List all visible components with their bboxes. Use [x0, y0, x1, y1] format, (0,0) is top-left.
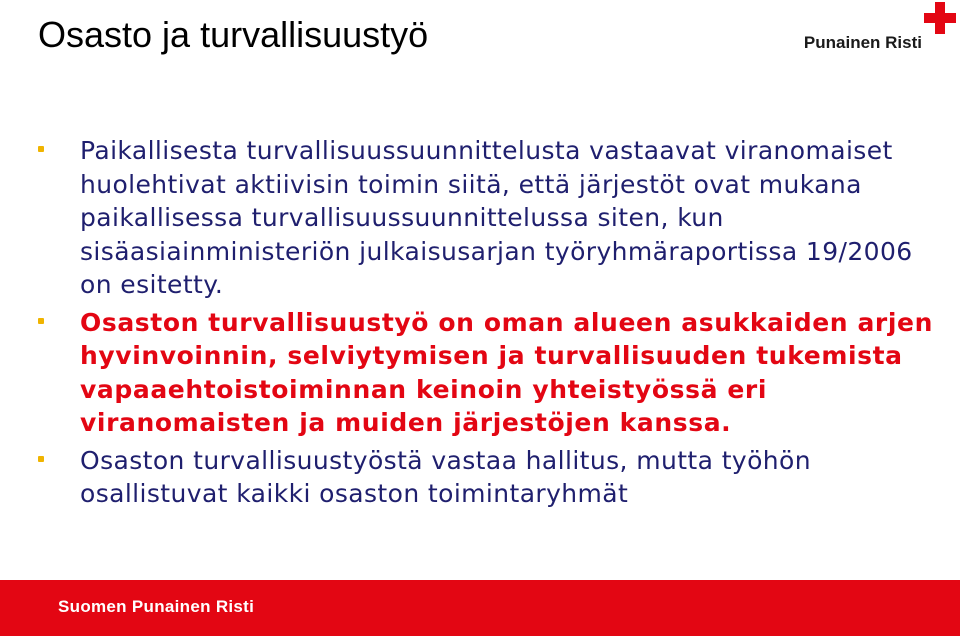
bullet-list	[38, 134, 938, 515]
bullet-marker-icon	[38, 318, 44, 324]
bullet-item	[38, 306, 938, 440]
footer-bar	[0, 580, 960, 636]
red-cross-icon	[924, 2, 956, 34]
bullet-text: Paikallisesta turvallisuussuunnittelusta vastaavat viranomaiset huolehtivat aktiivisin toimin siitä, että järjestöt ovat mukana paikallisessa turvallisuussuunnittelussa siten, kun sisäasiainministeriön julkaisusarjan työryhmäraportissa 19/2006 on esitetty.	[80, 136, 913, 299]
bullet-marker-icon	[38, 146, 44, 152]
punainen-risti-logo	[760, 0, 960, 60]
bullet-text-emphasis: Osaston turvallisuustyö on oman alueen asukkaiden arjen hyvinvoinnin, selviytymisen ja turvallisuuden tukemista vapaaehtoistoiminnan keinoin yhteistyössä eri viranomaisten ja muiden järjestöjen kanssa.	[80, 307, 933, 437]
bullet-marker-icon	[38, 456, 44, 462]
slide-title: Osasto ja turvallisuustyö	[38, 14, 429, 55]
logo-text: Punainen Risti	[803, 33, 922, 52]
footer-text: Suomen Punainen Risti	[58, 597, 255, 616]
bullet-item	[38, 444, 938, 511]
bullet-item	[38, 134, 938, 302]
bullet-text: Osaston turvallisuustyöstä vastaa hallitus, mutta työhön osallistuvat kaikki osaston toimintaryhmät	[80, 445, 811, 508]
